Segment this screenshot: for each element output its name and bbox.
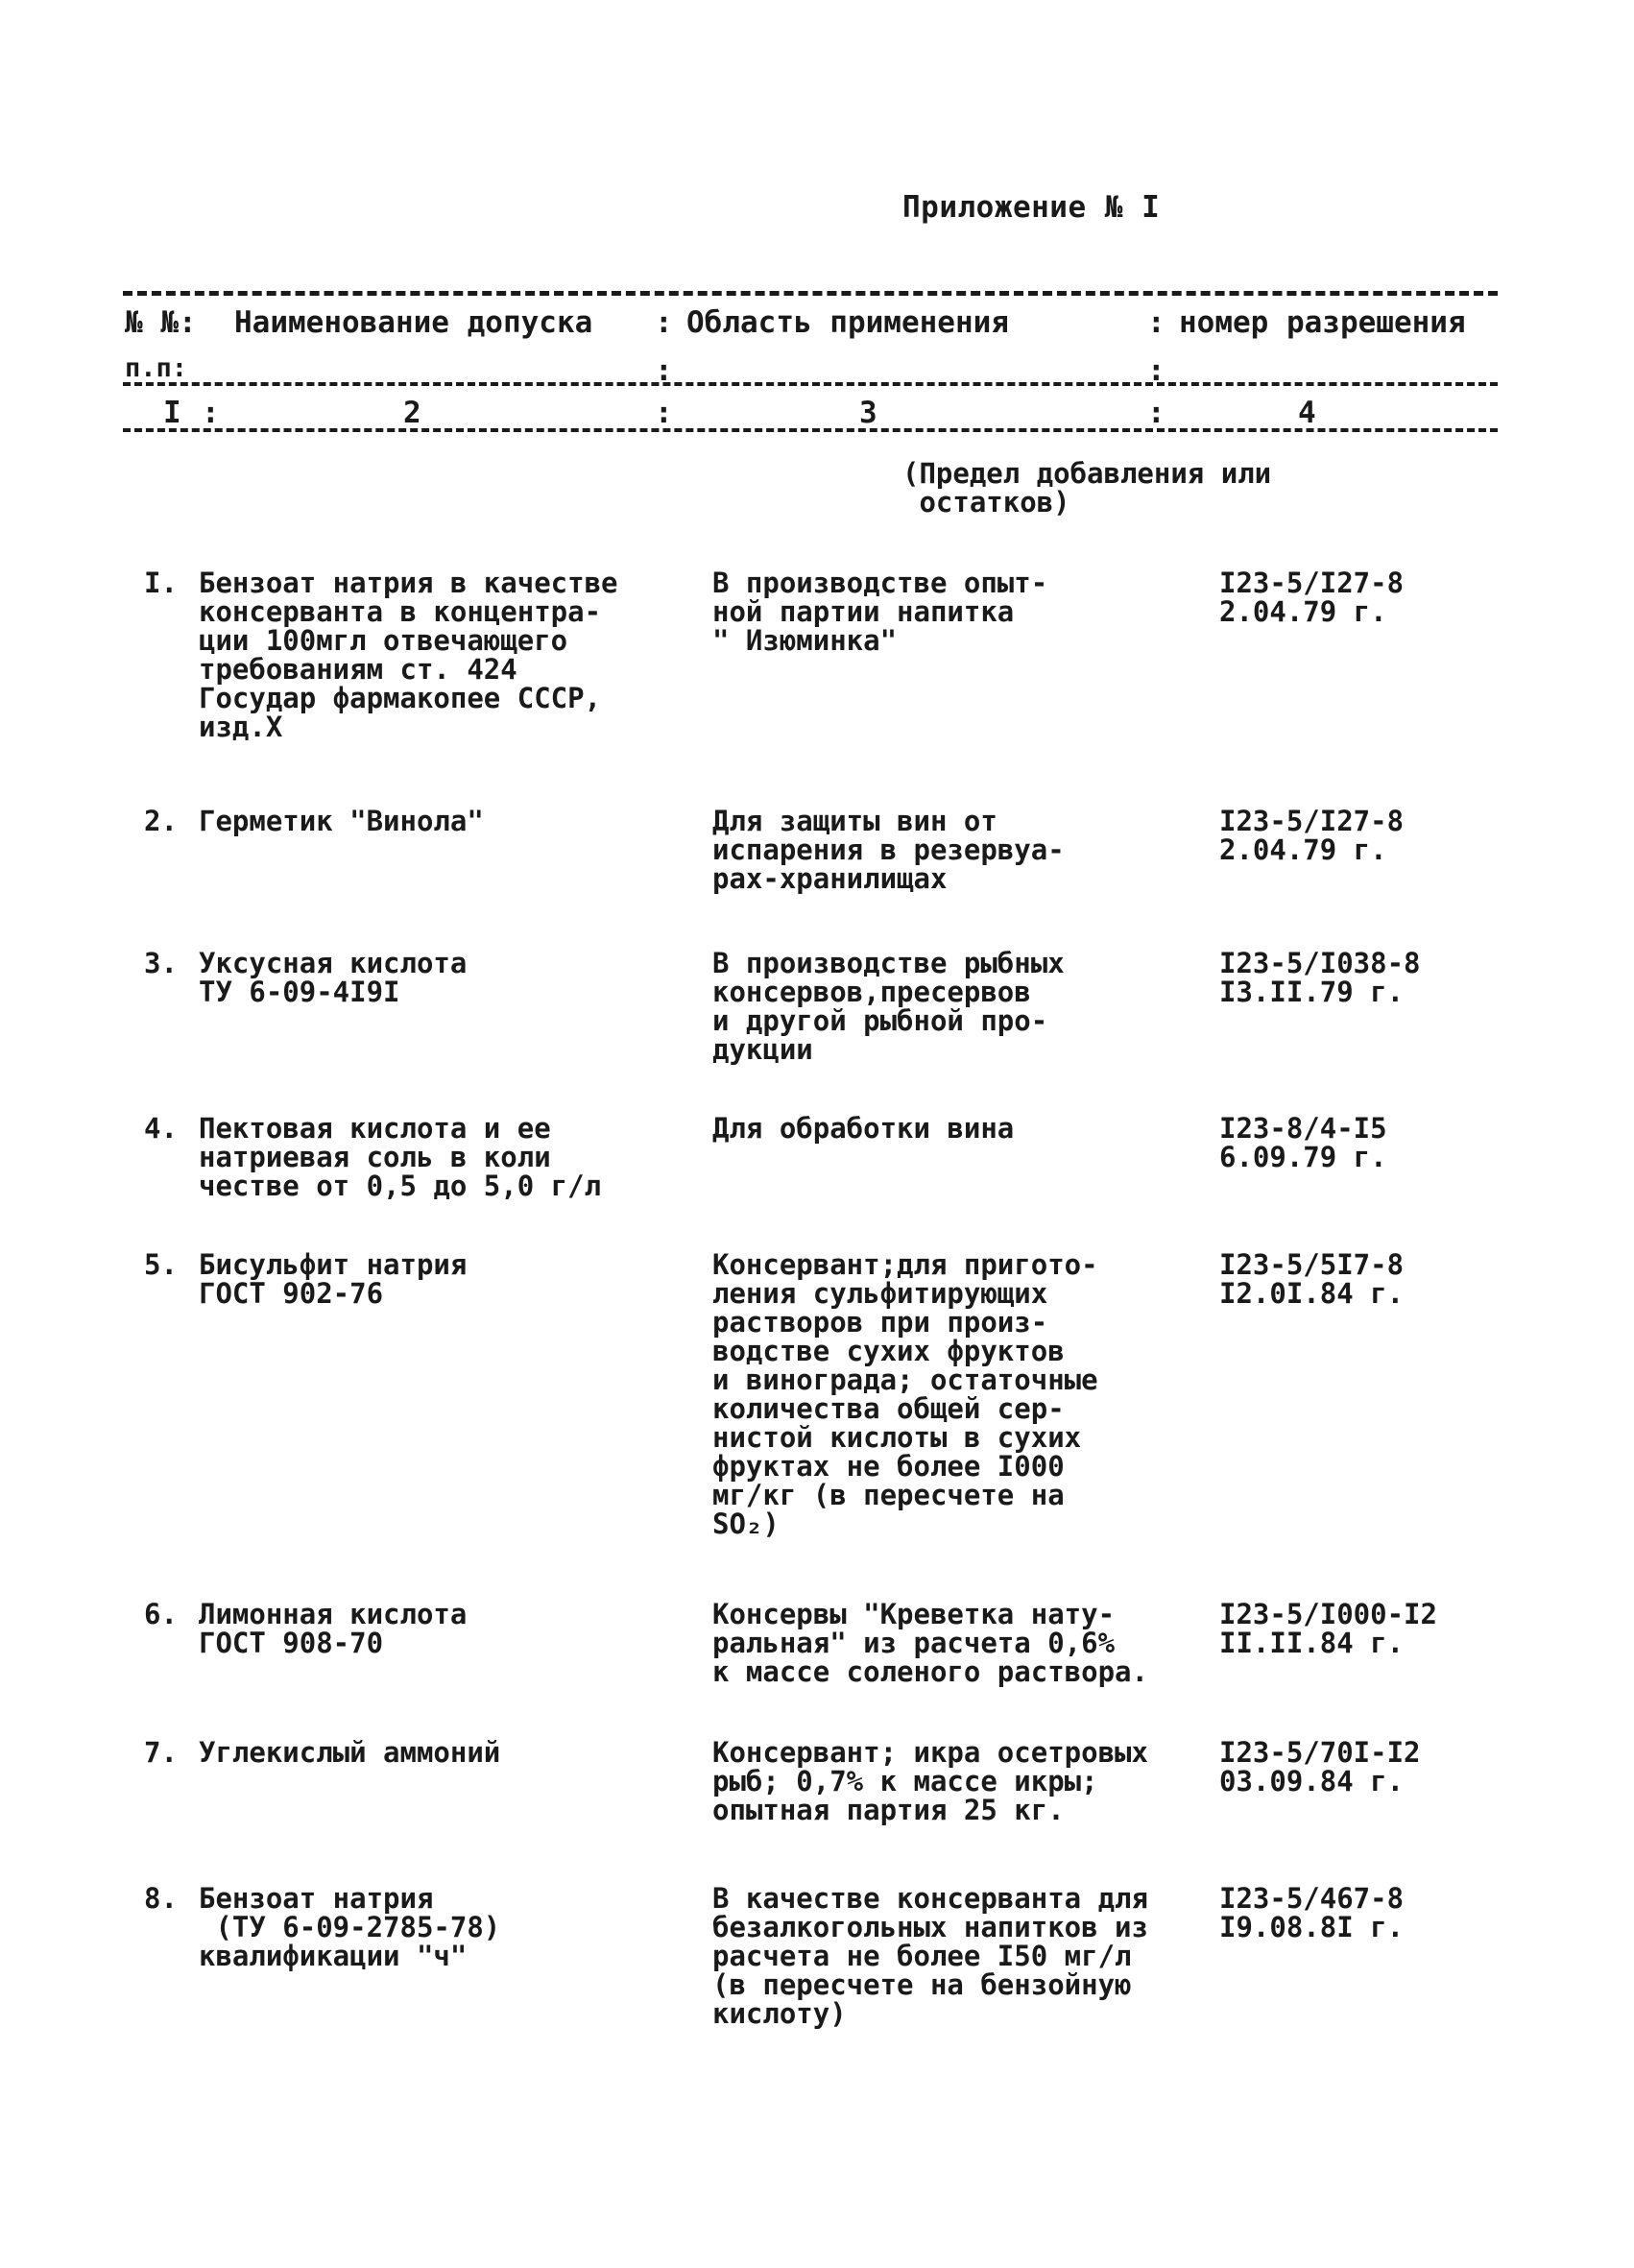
header-col3: Область применения	[686, 305, 1009, 340]
permit-name: Бисульфит натрия ГОСТ 902-76	[199, 1248, 468, 1310]
row-number: 7.	[144, 1736, 178, 1769]
header-col2: Наименование допуска	[234, 305, 593, 340]
header-top-rule	[123, 291, 1498, 296]
header-col1-line2: п.п:	[125, 353, 188, 383]
permit-number: I23-5/I000-I2 II.II.84 г.	[1219, 1598, 1437, 1659]
header-middle-rule	[123, 382, 1498, 386]
column-number-4: 4	[1298, 396, 1316, 430]
permit-name: Бензоат натрия (ТУ 6-09-2785-78) квалификации "ч"	[199, 1882, 501, 1972]
area-limit-note: (Предел добавления или остатков)	[902, 457, 1272, 519]
header-col1-line1: № №:	[125, 305, 197, 340]
application-area: В производстве рыбных консервов,пресервов и другой рыбной про- дукции	[712, 947, 1065, 1066]
permit-name: Углекислый аммоний	[199, 1736, 501, 1769]
application-area: Для защиты вин от испарения в резервуа- рах-хранилищах	[712, 805, 1065, 895]
permit-number: I23-5/I27-8 2.04.79 г.	[1219, 567, 1405, 628]
header-separator: :	[655, 353, 673, 388]
row-number: 3.	[144, 947, 178, 979]
header-separator: :	[202, 396, 220, 430]
permit-number: I23-8/4-I5 6.09.79 г.	[1219, 1112, 1387, 1173]
permit-number: I23-5/70I-I2 03.09.84 г.	[1219, 1736, 1421, 1798]
row-number: 5.	[144, 1248, 178, 1281]
permit-name: Лимонная кислота ГОСТ 908-70	[199, 1598, 468, 1659]
header-separator: :	[655, 396, 673, 430]
header-separator: :	[1147, 305, 1165, 340]
permit-name: Герметик "Винола"	[199, 805, 484, 837]
application-area: В качестве консерванта для безалкогольных напитков из расчета не более I50 мг/л (в пересчете на бензойную кислоту)	[712, 1882, 1148, 2030]
permit-number: I23-5/I27-8 2.04.79 г.	[1219, 805, 1405, 866]
row-number: I.	[144, 567, 178, 599]
column-number-1: I	[163, 396, 181, 430]
permit-name: Уксусная кислота ТУ 6-09-4I9I	[199, 947, 468, 1008]
permit-name: Бензоат натрия в качестве консерванта в концентра- ции 100мгл отвечающего требованиям ст. 424 Государ фармакопее СССР, изд.X	[199, 567, 618, 743]
appendix-title: Приложение № I	[902, 190, 1161, 225]
column-number-2: 2	[403, 396, 421, 430]
permit-number: I23-5/5I7-8 I2.0I.84 г.	[1219, 1248, 1405, 1310]
permit-number: I23-5/I038-8 I3.II.79 г.	[1219, 947, 1421, 1008]
row-number: 4.	[144, 1112, 178, 1145]
application-area: Для обработки вина	[712, 1112, 1015, 1145]
row-number: 2.	[144, 805, 178, 837]
row-number: 8.	[144, 1882, 178, 1915]
header-separator: :	[1147, 396, 1165, 430]
application-area: В производстве опыт- ной партии напитка " Изюминка"	[712, 567, 1048, 657]
application-area: Консервант;для пригото- ления сульфитирующих растворов при произ- водстве сухих фруктов и винограда; остаточные количества общей сер- нистой кислоты в сухих фруктах не более I000 мг/кг (в пересчете на SO₂)	[712, 1248, 1098, 1540]
permit-name: Пектовая кислота и ее натриевая соль в коли честве от 0,5 до 5,0 г/л	[199, 1112, 602, 1202]
row-number: 6.	[144, 1598, 178, 1630]
application-area: Консервант; икра осетровых рыб; 0,7% к массе икры; опытная партия 25 кг.	[712, 1736, 1148, 1826]
application-area: Консервы "Креветка нату- ральная" из расчета 0,6% к массе соленого раствора.	[712, 1598, 1148, 1688]
header-bottom-rule	[123, 428, 1498, 432]
permit-number: I23-5/467-8 I9.08.8I г.	[1219, 1882, 1405, 1943]
column-number-3: 3	[859, 396, 877, 430]
header-separator: :	[1147, 353, 1165, 388]
header-separator: :	[655, 305, 673, 340]
header-col4: номер разрешения	[1179, 305, 1466, 340]
